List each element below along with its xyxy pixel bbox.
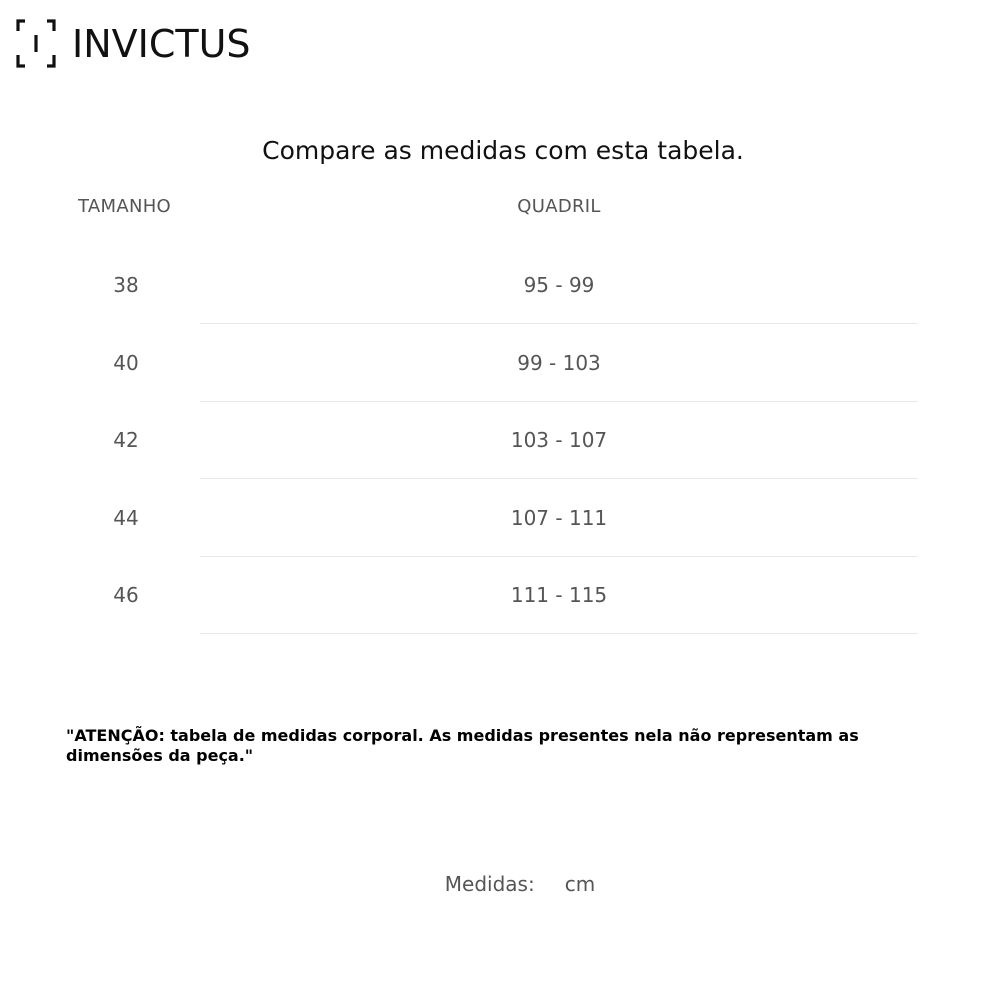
table-row	[0, 324, 1000, 402]
column-header-size: TAMANHO	[78, 196, 172, 217]
table-row	[0, 246, 1000, 324]
hip-cell: 103 - 107	[200, 401, 918, 479]
table-row	[0, 401, 1000, 479]
size-cell: 46	[113, 583, 139, 607]
table-row	[0, 556, 1000, 634]
table-body	[0, 246, 1000, 634]
hip-cell: 99 - 103	[200, 324, 918, 402]
table-header-row	[0, 188, 1000, 228]
units-value: cm	[564, 872, 596, 896]
bracket-frame-icon	[16, 19, 56, 69]
measurement-notice: "ATENÇÃO: tabela de medidas corporal. As medidas presentes nela não representam as dimensões da peça."	[66, 726, 859, 765]
size-cell: 40	[113, 350, 139, 375]
hip-cell: 95 - 99	[200, 246, 918, 324]
size-cell: 44	[113, 505, 139, 530]
brand-logo	[16, 18, 251, 70]
column-header-hip: QUADRIL	[517, 196, 601, 217]
hip-cell: 107 - 111	[200, 479, 918, 557]
page-title: Compare as medidas com esta tabela.	[262, 136, 744, 165]
size-cell: 38	[113, 273, 139, 297]
units-label: Medidas:	[444, 872, 535, 896]
size-table	[0, 188, 1000, 607]
table-row	[0, 479, 1000, 557]
hip-cell: 111 - 115	[200, 556, 918, 634]
units-line	[0, 872, 1000, 896]
brand-name: INVICTUS	[72, 22, 251, 66]
size-cell: 42	[113, 428, 139, 452]
